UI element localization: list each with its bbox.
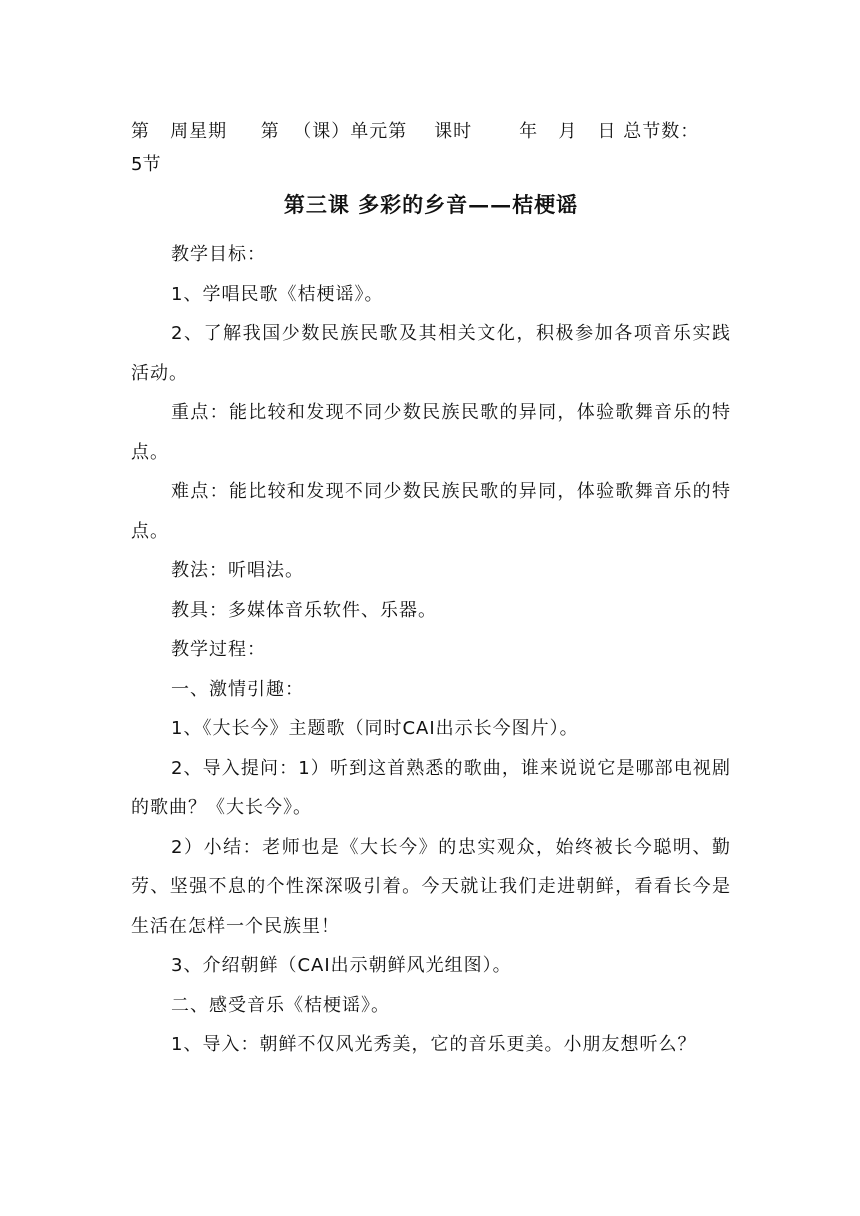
- paragraph: 1、导入：朝鲜不仅风光秀美，它的音乐更美。小朋友想听么？: [171, 1034, 697, 1055]
- paragraph: 2、导入提问：1）听到这首熟悉的歌曲，谁来说说它是哪部电视剧的歌曲？《大长今》。: [131, 757, 731, 818]
- paragraph: 教法：听唱法。: [171, 560, 304, 581]
- paragraph: 教具：多媒体音乐软件、乐器。: [171, 599, 437, 621]
- paragraph: 2、了解我国少数民族民歌及其相关文化，积极参加各项音乐实践活动。: [131, 323, 731, 384]
- document-body: [131, 115, 731, 1065]
- lesson-header-line: 第 周星期 第 （课）单元第 课时 年 月 日 总节数：: [131, 121, 700, 142]
- paragraph: 一、激情引趣：: [171, 678, 304, 700]
- paragraph: 3、介绍朝鲜（CAI出示朝鲜风光组图）。: [171, 955, 512, 976]
- paragraph: 难点：能比较和发现不同少数民族民歌的异同，体验歌舞音乐的特点。: [131, 481, 731, 542]
- paragraph: 教学过程：: [171, 639, 266, 660]
- paragraph: 教学目标：: [171, 244, 266, 265]
- paragraph: 2）小结：老师也是《大长今》的忠实观众，始终被长今聪明、勤劳、坚强不息的个性深深吸引着。今天就让我们走进朝鲜，看看长今是生活在怎样一个民族里！: [131, 836, 731, 937]
- lesson-count-line: 5节: [131, 154, 161, 175]
- paragraph: 1、《大长今》主题歌（同时CAI出示长今图片）。: [171, 718, 579, 739]
- paragraph: 重点：能比较和发现不同少数民族民歌的异同，体验歌舞音乐的特点。: [131, 402, 731, 463]
- lesson-title: 第三课 多彩的乡音——桔梗谣: [283, 192, 579, 217]
- paragraph: 二、感受音乐《桔梗谣》。: [171, 994, 390, 1016]
- paragraph: 1、学唱民歌《桔梗谣》。: [171, 283, 384, 305]
